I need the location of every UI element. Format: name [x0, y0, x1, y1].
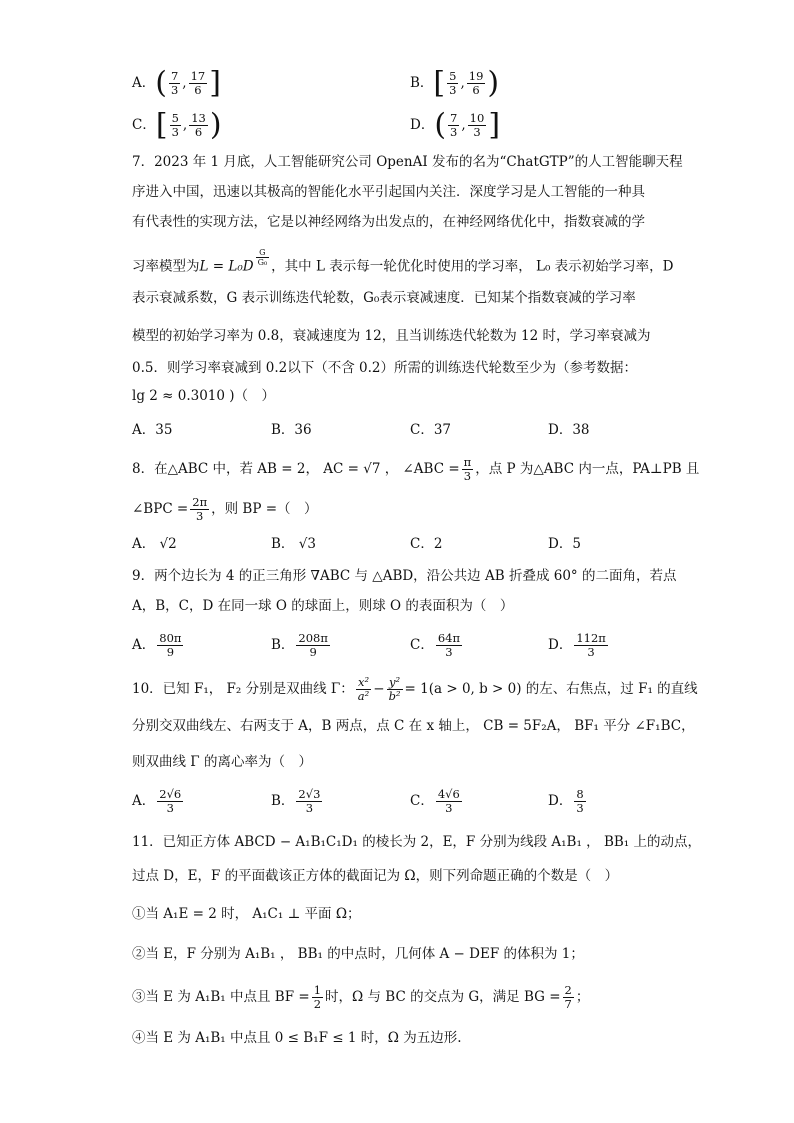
q11-statement-4: ④当 E 为 A₁B₁ 中点且 0 ≤ B₁F ≤ 1 时，Ω 为五边形. [132, 1030, 462, 1046]
q11-statement-3: ③当 E 为 A₁B₁ 中点且 BF = $\frac{1}{2}$ 时，Ω 与 BC 的交点为 G，满足 BG = $\frac{2}{7}$ ； [132, 983, 590, 1011]
q7-option-c: C．37 [410, 422, 452, 438]
q10-line-3: 则双曲线 Γ 的离心率为（ ） [132, 754, 312, 770]
q7-option-a: A．35 [132, 422, 173, 438]
q8-option-c: C．2 [410, 536, 443, 552]
q10-line-2: 分别交双曲线左、右两支于 A，B 两点，点 C 在 x 轴上， CB = 5F₂A， BF₁ 平分 ∠F₁BC， [132, 718, 695, 734]
q8-option-d: D．5 [548, 536, 581, 552]
q10-option-d: D． $\frac{8}{3}$ [548, 787, 584, 815]
q7-line-4: 习率模型为L = L₀D $\frac{G}{\text{G₀}}$ ，其中 L 表示每一轮优化时使用的学习率， L₀ 表示初始学习率，D [132, 248, 674, 275]
q9-option-b: B． $\frac{208\pi}{9}$ [271, 631, 328, 659]
q11-line-2: 过点 D，E，F 的平面截该正方体的截面记为 Ω，则下列命题正确的个数是（ ） [132, 868, 619, 884]
q11-statement-2: ②当 E，F 分别为 A₁B₁ ， BB₁ 的中点时，几何体 A − DEF 的体积为 1； [132, 946, 584, 962]
q10-line-1: 10．已知 F₁， F₂ 分别是双曲线 Γ： $\frac{\text{x²}}{\text{a²}}$ − $\frac{\text{y²}}{\text{b²}}$ = 1(a > 0, b > 0) 的左、右焦点，过 F₁ 的直线 [132, 675, 698, 703]
q6-option-c: C．[ $\frac{5}{3}$ , $\frac{13}{6}$ ) [132, 107, 222, 143]
q9-option-d: D． $\frac{112\pi}{3}$ [548, 631, 606, 659]
q6-option-d: D．( $\frac{7}{3}$ , $\frac{10}{3}$ ] [410, 107, 501, 143]
q10-option-a: A． $\frac{2√6}{3}$ [132, 787, 182, 815]
q7-line-3: 有代表性的实现方法，它是以神经网络为出发点的，在神经网络优化中，指数衰减的学 [132, 214, 645, 230]
q6-option-b: B．[ $\frac{5}{3}$ , $\frac{19}{6}$ ) [410, 65, 500, 101]
q7-line-6: 模型的初始学习率为 0.8，衰减速度为 12，且当训练迭代轮数为 12 时，学习率衰减为 [132, 328, 651, 344]
q7-line-8: lg 2 ≈ 0.3010 )（ ） [132, 388, 276, 404]
q7-line-1: 7．2023 年 1 月底，人工智能研究公司 OpenAI 发布的名为“ChatGTP”的人工智能聊天程 [132, 154, 683, 170]
q8-option-a: A． √2 [132, 536, 177, 552]
q11-statement-1: ①当 A₁E = 2 时， A₁C₁ ⊥ 平面 Ω； [132, 906, 361, 922]
q6-option-a: A．( $\frac{7}{3}$ , $\frac{17}{6}$ ] [132, 65, 221, 101]
q7-option-d: D．38 [548, 422, 590, 438]
q8-line-1: 8．在△ABC 中，若 AB = 2， AC = √7 ， ∠ABC = $\frac{\pi}{3}$ ，点 P 为△ABC 内一点，PA⊥PB 且 [132, 455, 700, 483]
q11-line-1: 11．已知正方体 ABCD − A₁B₁C₁D₁ 的棱长为 2，E，F 分别为线段 A₁B₁ ， BB₁ 上的动点， [132, 834, 702, 850]
q9-line-1: 9．两个边长为 4 的正三角形 ∇ABC 与 △ABD，沿公共边 AB 折叠成 60° 的二面角，若点 [132, 568, 677, 584]
q7-line-2: 序进入中国，迅速以其极高的智能化水平引起国内关注．深度学习是人工智能的一种具 [132, 184, 645, 200]
q9-option-c: C． $\frac{64\pi}{3}$ [410, 631, 461, 659]
q8-line-2: ∠BPC = $\frac{2\pi}{3}$ ，则 BP =（ ） [132, 495, 318, 523]
q10-option-c: C． $\frac{4√6}{3}$ [410, 787, 460, 815]
q8-option-b: B． √3 [271, 536, 316, 552]
q10-option-b: B． $\frac{2√3}{3}$ [271, 787, 321, 815]
q7-line-7: 0.5．则学习率衰减到 0.2以下（不含 0.2）所需的训练迭代轮数至少为（参考数据： [132, 360, 637, 376]
q7-option-b: B．36 [271, 422, 312, 438]
q9-option-a: A． $\frac{80\pi}{9}$ [132, 631, 182, 659]
q7-line-5: 表示衰减系数，G 表示训练迭代轮数，G₀表示衰减速度．已知某个指数衰减的学习率 [132, 290, 636, 306]
q9-line-2: A，B，C，D 在同一球 O 的球面上，则球 O 的表面积为（ ） [132, 598, 514, 614]
